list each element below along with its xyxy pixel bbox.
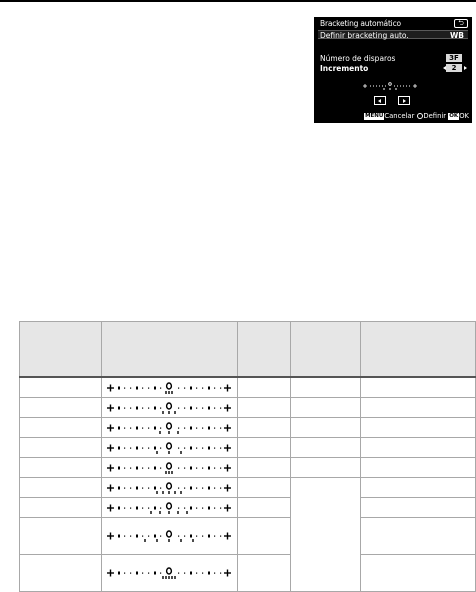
- arrow-right-icon: [403, 99, 406, 103]
- bracket-scale-graphic: [105, 481, 233, 495]
- shots-label: Número de disparos: [320, 54, 396, 63]
- menu-row-shots[interactable]: [318, 54, 468, 63]
- menu-row-value: WB: [450, 31, 464, 40]
- table-header-row: [20, 322, 476, 378]
- decrease-button[interactable]: [374, 96, 386, 105]
- menu-row-bracketing-set[interactable]: [318, 30, 468, 39]
- bracket-scale-graphic: [105, 529, 233, 543]
- table-row: [20, 398, 476, 418]
- bracketing-table: [19, 321, 476, 592]
- bracket-scale-graphic: [105, 401, 233, 415]
- bracket-scale-icon: [101, 418, 238, 438]
- screen-footer: [364, 112, 469, 120]
- table-row: [20, 555, 476, 592]
- arrow-left-icon: [378, 99, 381, 103]
- triangle-right-icon: [464, 66, 467, 70]
- bracket-scale-icon: [101, 498, 238, 518]
- bracket-scale-graphic: [105, 501, 233, 515]
- bracket-scale-icon: [101, 438, 238, 458]
- bracket-scale-graphic: [105, 421, 233, 435]
- return-arrow-icon[interactable]: ⮌: [454, 19, 468, 28]
- table-row: [20, 518, 476, 555]
- header-cell: [238, 322, 291, 378]
- bracket-scale-icon: [101, 555, 238, 592]
- table-row: [20, 478, 476, 498]
- ok-button-icon: OK: [449, 112, 459, 119]
- table-row: [20, 377, 476, 398]
- bracket-scale-icon: [362, 81, 418, 91]
- camera-screen: [314, 17, 472, 123]
- bracket-scale-graphic: [105, 441, 233, 455]
- menu-row-label: Definir bracketing auto.: [320, 31, 409, 40]
- bracket-scale-icon: [101, 458, 238, 478]
- table-row: [20, 458, 476, 478]
- define-label[interactable]: Definir: [423, 112, 447, 120]
- bracket-scale-graphic: [105, 381, 233, 395]
- bracket-scale-icon: [101, 377, 238, 398]
- ok-label[interactable]: OK: [459, 112, 469, 120]
- screen-title: Bracketing automático: [320, 19, 401, 28]
- bracket-scale-graphic: [105, 461, 233, 475]
- shots-value: 3F: [446, 54, 462, 62]
- header-cell: [291, 322, 361, 378]
- header-cell: [20, 322, 102, 378]
- increment-label: Incremento: [320, 64, 369, 73]
- bracket-scale-icon: [101, 518, 238, 555]
- top-rule: [0, 0, 476, 2]
- header-cell: [101, 322, 238, 378]
- header-cell: [360, 322, 475, 378]
- table-row: [20, 498, 476, 518]
- increment-value: 2: [446, 64, 462, 72]
- increase-button[interactable]: [398, 96, 410, 105]
- menu-button-icon: MENU: [365, 112, 384, 119]
- bracket-scale-icon: [101, 478, 238, 498]
- bracket-scale-icon: [101, 398, 238, 418]
- merged-cell: [291, 478, 361, 592]
- bracket-scale-graphic: [105, 566, 233, 580]
- menu-row-increment[interactable]: [318, 64, 468, 73]
- table-row: [20, 418, 476, 438]
- table-row: [20, 438, 476, 458]
- cancel-label[interactable]: Cancelar: [384, 112, 415, 120]
